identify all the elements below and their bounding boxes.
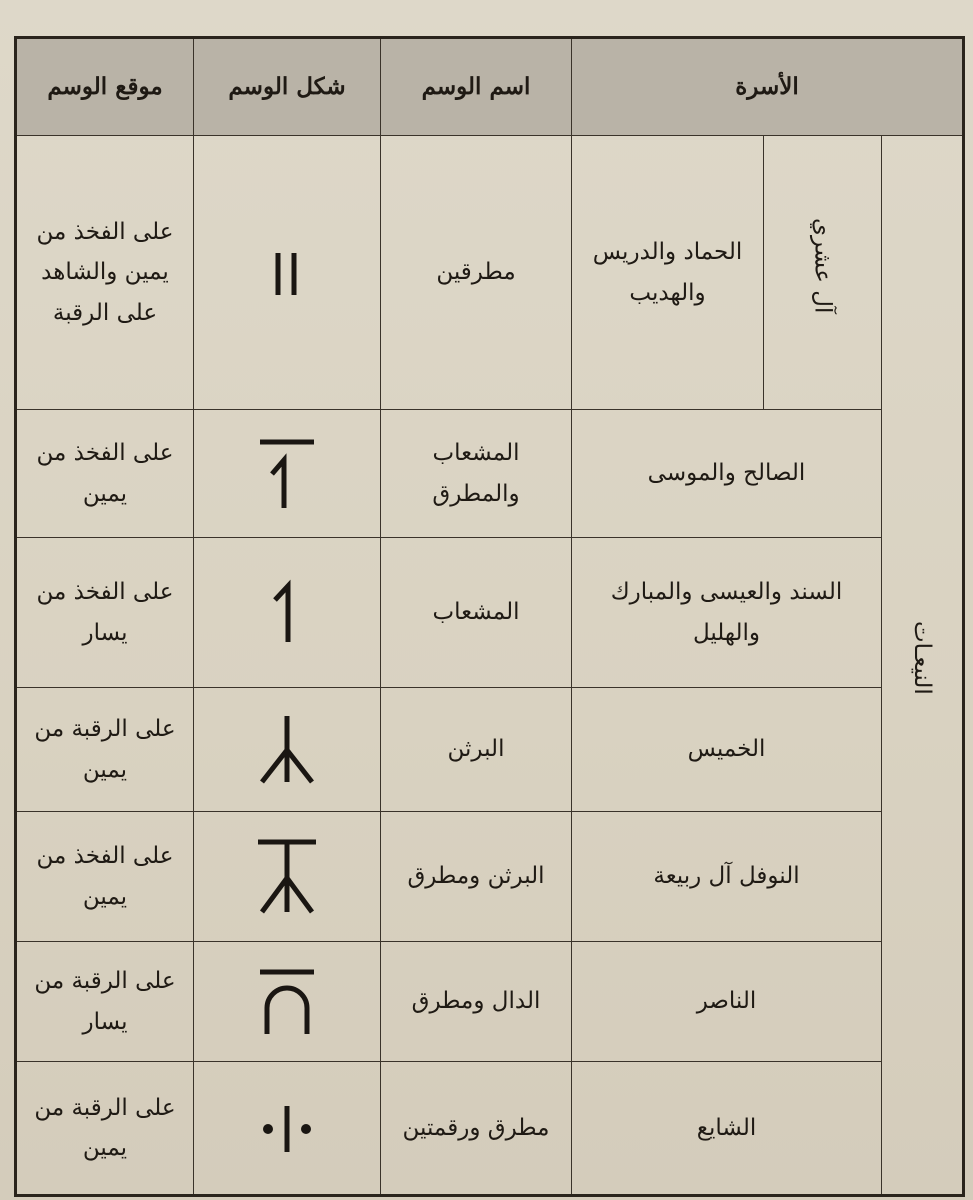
mark-shape-cell	[194, 538, 381, 688]
family-cell: السند والعيسى والمبارك والهليل	[572, 538, 882, 688]
mark-shape-cell	[194, 812, 381, 942]
mark-name-cell: المشعاب	[381, 538, 572, 688]
table-row	[16, 688, 964, 812]
table-row	[16, 942, 964, 1062]
header-mark-shape: شكل الوسم	[194, 38, 381, 136]
table-row	[16, 410, 964, 538]
tribe-group-label: النيعـات	[909, 621, 936, 696]
three-prong-claw-icon	[252, 710, 322, 790]
mark-name-cell: مطرق ورقمتين	[381, 1062, 572, 1196]
header-mark-name: اسم الوسم	[381, 38, 572, 136]
family-cell: الحماد والدريس والهديب	[572, 136, 764, 410]
mark-shape-cell	[194, 410, 381, 538]
header-mark-location: موقع الوسم	[16, 38, 194, 136]
mark-name-cell: البرثن ومطرق	[381, 812, 572, 942]
mark-location-cell: على الفخذ من يمين	[16, 812, 194, 942]
header-family: الأسرة	[572, 38, 964, 136]
mark-name-cell: المشعاب والمطرق	[381, 410, 572, 538]
hooked-staff-with-bar-icon	[252, 434, 322, 514]
mark-location-cell: على الرقبة من يمين	[16, 1062, 194, 1196]
table-row	[16, 538, 964, 688]
mark-shape-cell	[194, 688, 381, 812]
mark-location-cell: على الرقبة من يسار	[16, 942, 194, 1062]
family-cell: النوفل آل ربيعة	[572, 812, 882, 942]
claw-with-bar-icon	[252, 834, 322, 920]
mark-name-cell: مطرقين	[381, 136, 572, 410]
mark-name-cell: الدال ومطرق	[381, 942, 572, 1062]
bar-with-two-dots-icon	[252, 1098, 322, 1158]
table-row	[16, 1062, 964, 1196]
family-cell: الصالح والموسى	[572, 410, 882, 538]
mark-location-cell: على الفخذ من يمين والشاهد على الرقبة	[16, 136, 194, 410]
two-vertical-bars-icon	[257, 243, 317, 303]
camel-brand-table	[14, 36, 965, 1197]
mark-location-cell: على الرقبة من يمين	[16, 688, 194, 812]
subgroup-cell	[764, 136, 882, 410]
family-cell: الناصر	[572, 942, 882, 1062]
subgroup-label: آل عشري	[809, 218, 836, 314]
mark-shape-cell	[194, 1062, 381, 1196]
header-row	[16, 38, 964, 136]
mark-shape-cell	[194, 136, 381, 410]
hooked-staff-icon	[257, 578, 317, 648]
arch-with-bar-icon	[252, 964, 322, 1040]
table-row	[16, 136, 964, 410]
tribe-group-cell	[882, 136, 964, 1196]
mark-name-cell: البرثن	[381, 688, 572, 812]
mark-location-cell: على الفخذ من يسار	[16, 538, 194, 688]
mark-location-cell: على الفخذ من يمين	[16, 410, 194, 538]
table-row	[16, 812, 964, 942]
family-cell: الشايع	[572, 1062, 882, 1196]
family-cell: الخميس	[572, 688, 882, 812]
mark-shape-cell	[194, 942, 381, 1062]
